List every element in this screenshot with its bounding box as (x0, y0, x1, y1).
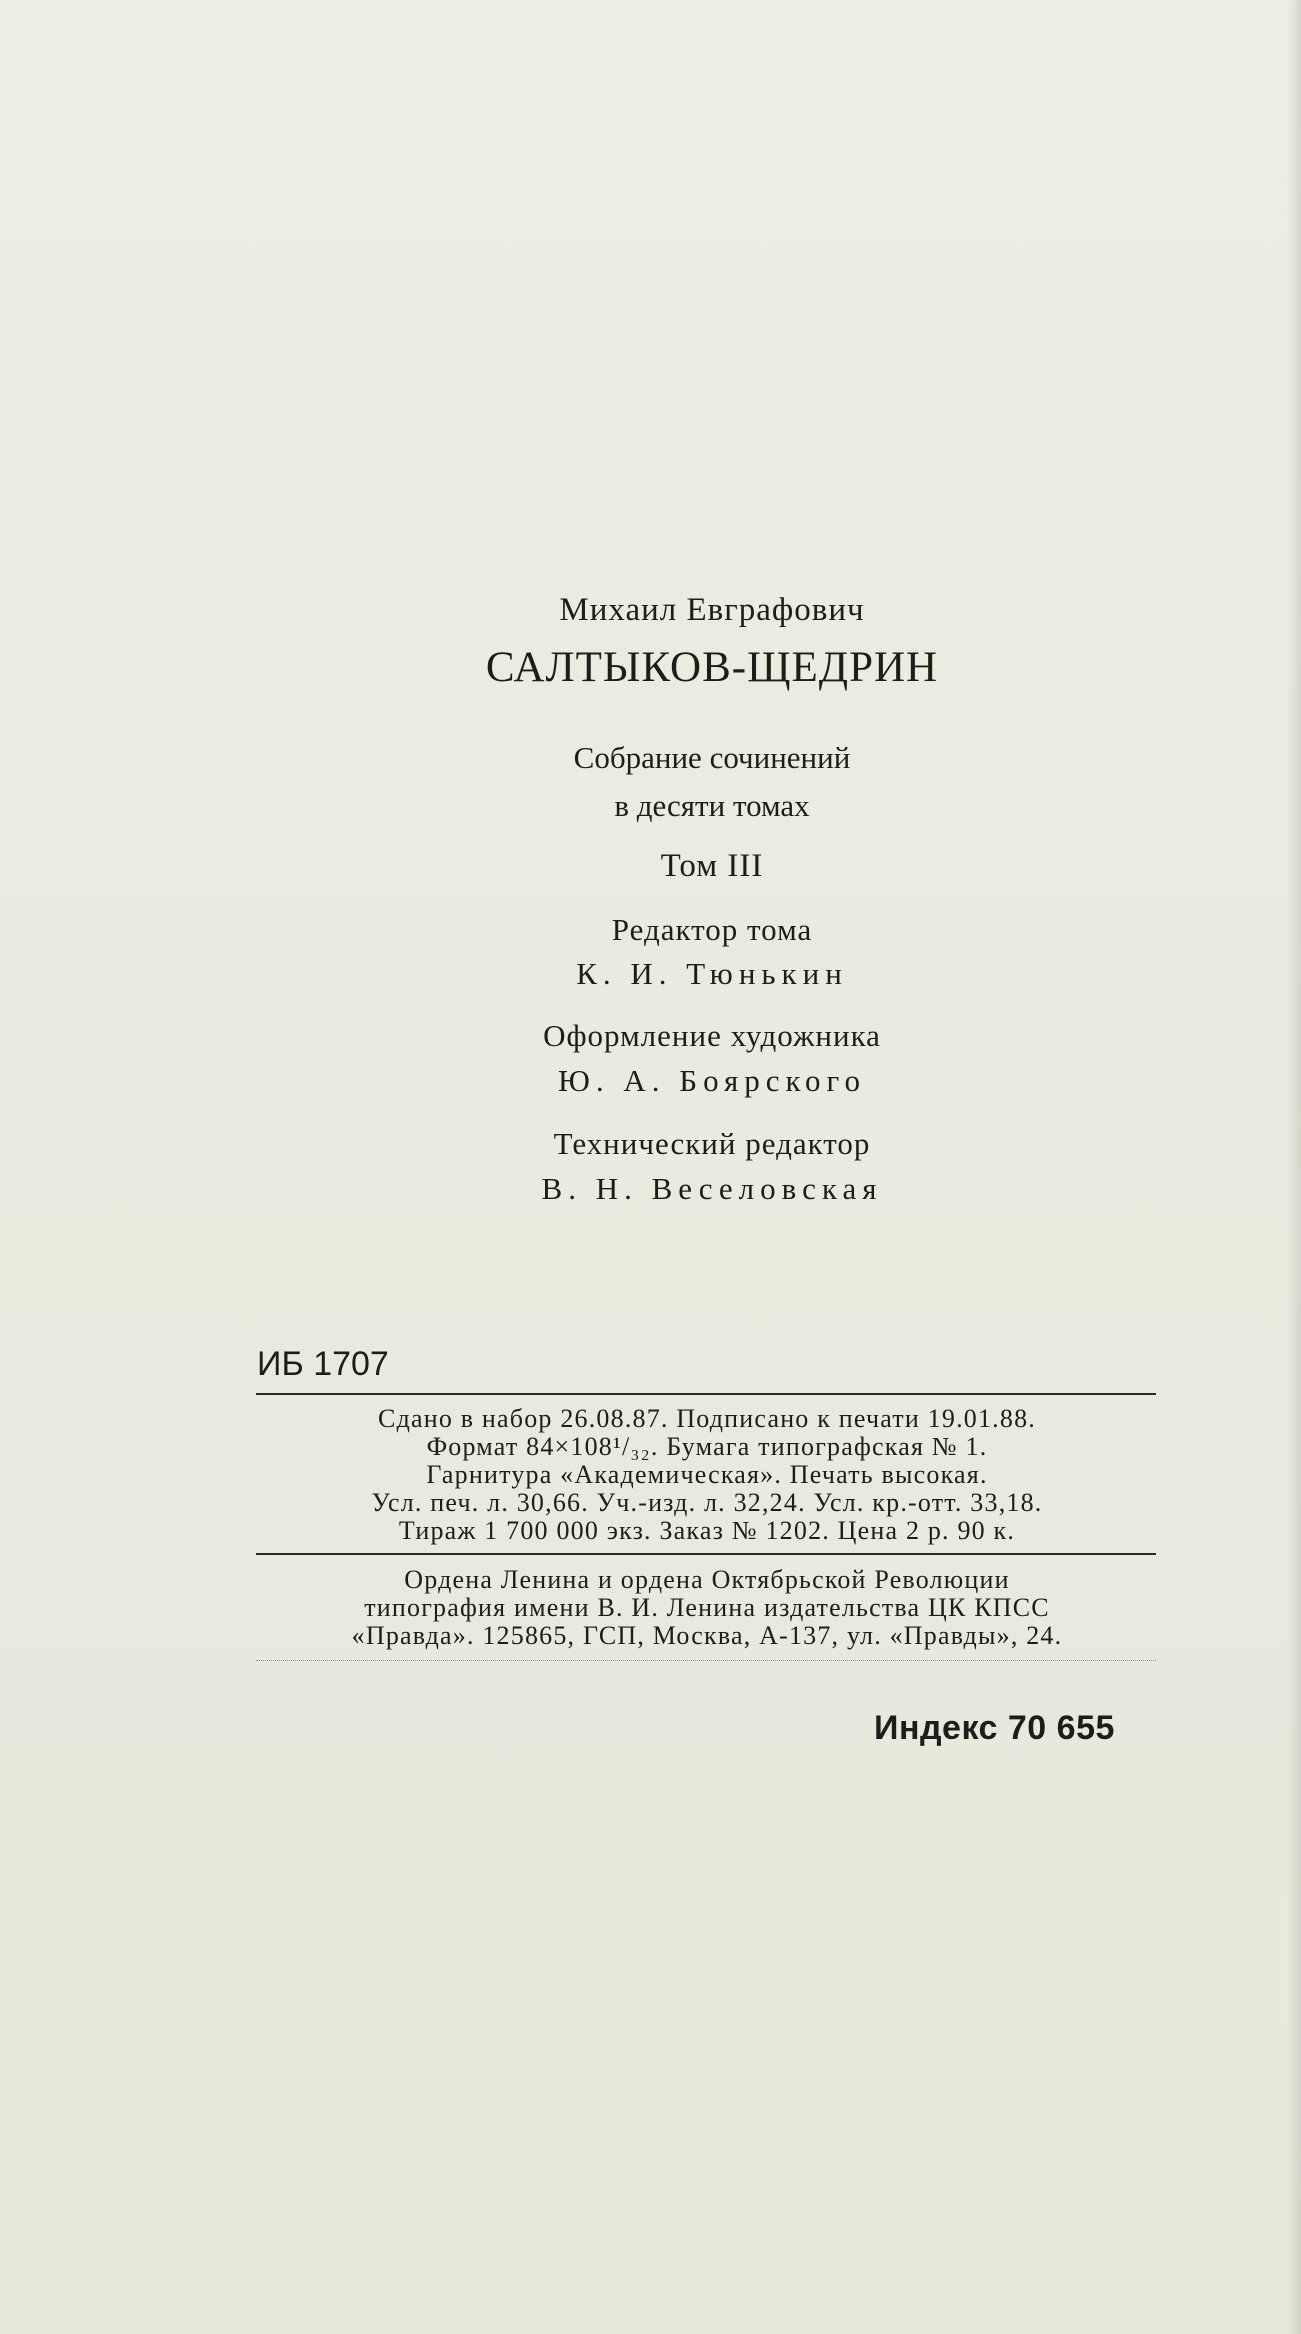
technical-editor-name: В. Н. Веселовская (541, 1171, 883, 1206)
printer-line: «Правда». 125865, ГСП, Москва, А-137, ул. «Правды», 24. (351, 1621, 1063, 1650)
design-name: Ю. А. Боярского (558, 1063, 866, 1098)
author-surname: САЛТЫКОВ-ЩЕДРИН (485, 644, 939, 691)
author-name: Михаил Евграфович (559, 592, 865, 628)
editor-label: Редактор тома (611, 912, 813, 947)
ib-number: ИБ 1707 (257, 1345, 389, 1383)
imprint-line: Сдано в набор 26.08.87. Подписано к печати 19.01.88. (378, 1404, 1036, 1433)
design-label: Оформление художника (543, 1018, 881, 1053)
printer-rule-dotted (256, 1660, 1156, 1661)
volume-number: Том III (660, 848, 764, 884)
imprint-rule-top (256, 1393, 1156, 1395)
imprint-line: Тираж 1 700 000 экз. Заказ № 1202. Цена 2 р. 90 к. (398, 1516, 1016, 1545)
printer-line: типография имени В. И. Ленина издательства ЦК КПСС (364, 1593, 1050, 1622)
editor-name: К. И. Тюнькин (576, 956, 848, 991)
catalog-index: Индекс 70 655 (874, 1709, 1115, 1747)
imprint-line: Формат 84×108¹/₃₂. Бумага типографская № 1. (426, 1432, 988, 1461)
imprint-line: Гарнитура «Академическая». Печать высокая. (426, 1460, 988, 1489)
imprint-rule-bottom (256, 1553, 1156, 1555)
printer-line: Ордена Ленина и ордена Октябрьской Революции (404, 1565, 1010, 1594)
imprint-line: Усл. печ. л. 30,66. Уч.-изд. л. 32,24. Усл. кр.-отт. 33,18. (371, 1488, 1043, 1517)
collection-title-line-1: Собрание сочинений (573, 740, 851, 775)
technical-editor-label: Технический редактор (553, 1126, 871, 1161)
collection-title-line-2: в десяти томах (614, 788, 810, 823)
page-edge-shadow (1287, 0, 1301, 2334)
